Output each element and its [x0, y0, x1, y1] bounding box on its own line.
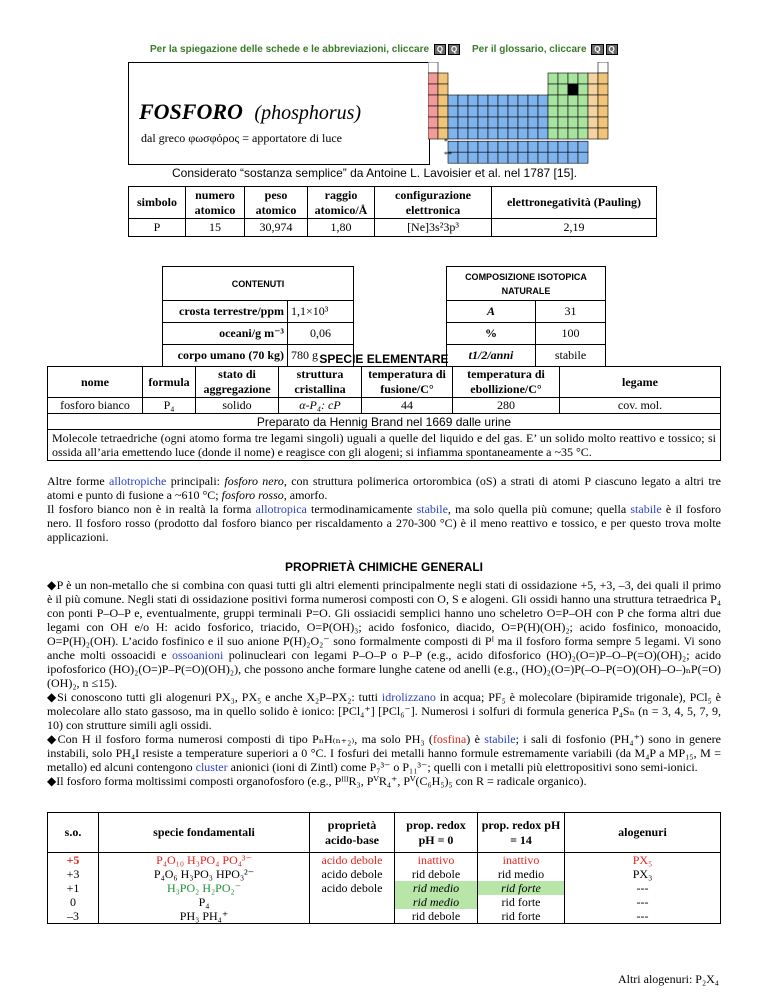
ptable-cell — [428, 62, 438, 73]
ptable-cell — [558, 106, 568, 117]
ptable-cell — [558, 84, 568, 95]
ptable-cell — [528, 117, 538, 128]
ptable-cell — [548, 73, 558, 84]
ptable-cell — [548, 117, 558, 128]
ptable-cell — [588, 84, 598, 95]
species-cell: cov. mol. — [560, 398, 721, 414]
ptable-cell — [498, 95, 508, 106]
glossary-key-button[interactable]: Q — [591, 44, 603, 55]
lavoisier-note: Considerato “sostanza semplice” da Antoine L. Lavoisier et al. nel 1787 [15]. — [172, 166, 577, 180]
ptable-cell — [588, 128, 598, 139]
ptable-cell — [558, 95, 568, 106]
lanthanide-mark: * — [444, 137, 448, 146]
ptable-cell — [518, 117, 528, 128]
ptable-cell — [428, 73, 438, 84]
ox-cell: --- — [565, 881, 721, 895]
ox-cell: rid forte — [478, 895, 565, 909]
ox-cell: 0 — [48, 895, 99, 909]
ptable-cell — [588, 73, 598, 84]
species-cell: solido — [196, 398, 279, 414]
ox-cell: rid debole — [395, 909, 478, 924]
ptable-cell — [488, 141, 498, 152]
isotope-value: stabile — [536, 345, 606, 367]
stable-link[interactable]: stabile — [416, 502, 448, 516]
ox-cell: --- — [565, 909, 721, 924]
ptable-cell — [568, 95, 578, 106]
ptable-cell — [498, 152, 508, 163]
species-header: legame — [560, 367, 721, 398]
ox-cell: rid debole — [395, 867, 478, 881]
ptable-cell — [468, 95, 478, 106]
etymology: dal greco φωσφόρος = apportatore di luce — [141, 131, 343, 145]
ox-cell: rid medio — [478, 867, 565, 881]
ptable-cell — [598, 128, 608, 139]
ptable-cell — [508, 117, 518, 128]
ox-cell: PH₃ PH₄⁺ — [99, 909, 310, 924]
ox-cell: rid medio — [395, 895, 478, 909]
ptable-cell — [468, 128, 478, 139]
ptable-cell — [498, 117, 508, 128]
ptable-cell — [598, 117, 608, 128]
ptable-cell — [448, 117, 458, 128]
ptable-cell — [428, 84, 438, 95]
ox-cell: inattivo — [478, 853, 565, 868]
ox-cell: acido debole — [310, 867, 395, 881]
legend-key-button-2[interactable]: Q — [448, 44, 460, 55]
props-header: peso atomico — [245, 187, 308, 219]
ptable-cell — [468, 141, 478, 152]
ox-cell: –3 — [48, 909, 99, 924]
ptable-cell — [488, 152, 498, 163]
ptable-cell — [558, 141, 568, 152]
ox-cell: +3 — [48, 867, 99, 881]
ox-row — [48, 909, 721, 924]
ptable-cell — [448, 106, 458, 117]
ptable-cell — [458, 117, 468, 128]
species-header: stato di aggregazione — [196, 367, 279, 398]
ptable-cell — [498, 128, 508, 139]
ox-row — [48, 895, 721, 909]
contents-title: CONTENUTI — [163, 267, 354, 301]
ptable-cell — [468, 152, 478, 163]
ox-cell: rid forte — [478, 909, 565, 924]
element-title: FOSFORO (phosphorus) — [139, 99, 362, 124]
allotropic-link[interactable]: allotropica — [255, 502, 307, 516]
ox-cell: PX₃ — [565, 867, 721, 881]
ox-cell: H₃PO₂ H₂PO₂⁻ — [99, 881, 310, 895]
actinide-mark: ** — [444, 150, 452, 159]
ptable-cell — [518, 106, 528, 117]
ptable-cell — [428, 95, 438, 106]
contents-value: 1,1×10³ — [288, 301, 354, 323]
header-box — [128, 62, 430, 165]
species-header: formula — [143, 367, 196, 398]
ptable-cell — [578, 84, 588, 95]
phosphorus-cell — [568, 84, 578, 95]
ptable-cell — [588, 117, 598, 128]
contents-label: corpo umano (70 kg) — [163, 345, 288, 367]
ptable-cell — [488, 128, 498, 139]
ptable-cell — [498, 106, 508, 117]
ptable-cell — [428, 117, 438, 128]
ox-row — [48, 881, 721, 895]
ox-cell: P₄O₁₀ H₃PO₄ PO₄³⁻ — [99, 853, 310, 868]
ptable-cell — [558, 128, 568, 139]
ox-header: prop. redox pH = 14 — [478, 813, 565, 853]
ptable-cell — [548, 141, 558, 152]
ptable-cell — [568, 152, 578, 163]
ptable-cell — [508, 95, 518, 106]
props-value: 15 — [186, 219, 245, 237]
contents-value: 780 g — [288, 345, 354, 367]
isotope-value: 100 — [536, 323, 606, 345]
ox-cell: --- — [565, 895, 721, 909]
species-description: Molecole tetraedriche (ogni atomo forma tre legami singoli) uguali a quelle del liquido e del gas. E’ un solido molto reattivo e tossico; si ossida all’aria emettendo luce (donde il nome) e reagisce con gli alogeni; si infiamma spontaneamente a ~35 °C. — [48, 430, 721, 461]
ptable-cell — [478, 152, 488, 163]
ptable-cell — [588, 95, 598, 106]
ptable-cell — [508, 128, 518, 139]
ptable-cell — [548, 106, 558, 117]
ptable-cell — [478, 95, 488, 106]
ptable-cell — [538, 128, 548, 139]
ptable-cell — [558, 152, 568, 163]
contents-label: crosta terrestre/ppm — [163, 301, 288, 323]
ptable-cell — [528, 106, 538, 117]
species-header: struttura cristallina — [279, 367, 362, 398]
ptable-cell — [528, 95, 538, 106]
ptable-cell — [558, 117, 568, 128]
ox-cell: rid medio — [395, 881, 478, 895]
allotropes-link[interactable]: allotropiche — [109, 474, 167, 488]
ox-header: s.o. — [48, 813, 99, 853]
ptable-cell — [598, 95, 608, 106]
ptable-cell — [458, 128, 468, 139]
ptable-cell — [468, 106, 478, 117]
ptable-cell — [538, 106, 548, 117]
ox-cell: acido debole — [310, 853, 395, 868]
ptable-cell — [568, 106, 578, 117]
ox-cell: acido debole — [310, 881, 395, 895]
ox-cell — [310, 895, 395, 909]
hydrolyze-link[interactable]: idrolizzano — [381, 690, 436, 704]
ptable-cell — [518, 95, 528, 106]
isotopes-title: COMPOSIZIONE ISOTOPICA NATURALE — [447, 267, 606, 301]
species-header: nome — [48, 367, 143, 398]
species-cell: 44 — [362, 398, 453, 414]
species-cell: 280 — [453, 398, 560, 414]
ox-header: proprietà acido-base — [310, 813, 395, 853]
ox-cell: PX₅ — [565, 853, 721, 868]
oxoanions-link[interactable]: ossoanioni — [172, 648, 224, 662]
ox-cell: +5 — [48, 853, 99, 868]
ptable-cell — [508, 141, 518, 152]
species-title: SPECIE ELEMENTARE — [319, 352, 449, 366]
contents-value: 0,06 — [288, 323, 354, 345]
ptable-cell — [548, 152, 558, 163]
ox-cell: rid forte — [478, 881, 565, 895]
ptable-cell — [568, 117, 578, 128]
ptable-cell — [598, 84, 608, 95]
ptable-cell — [578, 128, 588, 139]
ptable-cell — [478, 128, 488, 139]
ptable-cell — [438, 84, 448, 95]
ptable-cell — [558, 73, 568, 84]
ox-cell — [310, 909, 395, 924]
ox-header: alogenuri — [565, 813, 721, 853]
ptable-cell — [438, 106, 448, 117]
ptable-cell — [468, 117, 478, 128]
ptable-cell — [508, 152, 518, 163]
ptable-cell — [578, 106, 588, 117]
ox-cell: P₄ — [99, 895, 310, 909]
ptable-cell — [438, 117, 448, 128]
ox-row — [48, 853, 721, 868]
glossary-link[interactable]: Per il glossario, cliccare Q Q — [472, 44, 618, 55]
species-header: temperatura di fusione/C° — [362, 367, 453, 398]
contents-label: oceani/g m⁻³ — [163, 323, 288, 345]
ptable-cell — [518, 141, 528, 152]
properties-table — [128, 186, 657, 237]
legend-link[interactable]: Per la spiegazione delle schede e le abbreviazioni, cliccare Q Q — [150, 44, 460, 55]
ptable-cell — [578, 141, 588, 152]
ptable-cell — [528, 128, 538, 139]
ptable-cell — [548, 95, 558, 106]
cluster-link[interactable]: cluster — [195, 760, 228, 774]
chem-text: ◆P è un non-metallo che si combina con quasi tutti gli altri elementi principalmente negli stati di ossidazione +5, +3, –3, dei quali il primo è il più comune. Negli stati di ossidazione positivi forma numerosi composti con O, S e alogeni. Gli ossidi hanno una struttura tetraedrica P₄ con ponti P–O–P e, eventualmente, gruppi terminali P=O. Gli ossiacidi semplici hanno uno scheletro O=P–OH con P che forma altri due legami con OH e/o H: acido fosforico, triacido, O=P(OH)₃; acido fosfonico, diacido, O=P(H)(OH)₂; acido fosfinico, monoacido, O=P(H)₂(OH). L’acido fosfinico e il suo anione P(H)₂O₂⁻ sono formalmente composti di Pᴵ ma il fosforo forma sempre 5 legami. Vi sono anche molti ossoacidi e ossoanioni polinucleari con legami P–O–P o P–P (e.g., acido difosforico (HO)₂(O=)P–O–P(=O)(OH)₂; acido ipofosforico (HO)₂(O=)P–P(=O)(OH)₂), che possono anche formare lunghe catene od anelli (e.g., (HO)₂(O=)P(–O–P(=O)(OH)–O–)ₙP(=O)(OH)₂, n ≤15). ◆Si conoscono tutti gli alogenuri PX₃, PX₅ e anche X₂P–PX₂: tutti idrolizzano in acqua; PF₅ è molecolare (bipiramide trigonale), PCl₅ è molecolare allo stato gassoso, ma in quello solido è ionico: [PCl₄⁺] [PCl₆⁻]. Numerosi i solfuri di formula generica P₄Sₙ (n = 3, 4, 5, 7, 9, 10) con strutture simili agli ossidi. ◆Con H il fosforo forma numerosi composti di tipo PₙH₍ₙ₊₂₎, ma solo PH₃ (fosfina) è stabile; i sali di fosfonio (PH₄⁺) sono in genere instabili, solo PH₄I resiste a temperature superiori a 0 °C. I fosfuri dei metalli hanno formule estremamente variabili (da M₄P a MP₁₅, M = metallo) ed alcuni contengono cluster anionici (ioni di Zintl) come P₇³⁻ o P₁₁³⁻; quelli con i metalli più elettropositivi sono semi-ionici. ◆Il fosforo forma moltissimi composti organofosforo (e.g., PᴵᴵᴵR₃, PⱽR₄⁺, Pⱽ(C₆H₅)₅ con R = radicale organico). — [47, 578, 721, 788]
ptable-cell — [458, 141, 468, 152]
ptable-cell — [528, 141, 538, 152]
ptable-cell — [598, 62, 608, 73]
ptable-cell — [528, 152, 538, 163]
ptable-cell — [538, 141, 548, 152]
species-cell: α-P₄: cP — [279, 398, 362, 414]
ox-cell: inattivo — [395, 853, 478, 868]
props-header: raggio atomico/Å — [308, 187, 375, 219]
ptable-cell — [448, 95, 458, 106]
ptable-cell — [478, 117, 488, 128]
ptable-cell — [488, 117, 498, 128]
props-value: P — [129, 219, 186, 237]
glossary-key-button-2[interactable]: Q — [606, 44, 618, 55]
props-value: 30,974 — [245, 219, 308, 237]
ptable-cell — [478, 106, 488, 117]
ptable-cell — [498, 141, 508, 152]
ptable-cell — [598, 106, 608, 117]
ptable-cell — [488, 106, 498, 117]
species-cell: P₄ — [143, 398, 196, 414]
ptable-cell — [448, 128, 458, 139]
chem-title: PROPRIETÀ CHIMICHE GENERALI — [284, 560, 483, 574]
ptable-cell — [438, 95, 448, 106]
ox-cell: +1 — [48, 881, 99, 895]
isotope-label: t1/2/anni — [447, 345, 536, 367]
props-header: numero atomico — [186, 187, 245, 219]
ox-footer: Altri alogenuri: P₂X₄ — [617, 972, 719, 986]
ptable-cell — [538, 152, 548, 163]
ptable-cell — [588, 106, 598, 117]
ptable-cell — [578, 95, 588, 106]
ptable-cell — [518, 152, 528, 163]
props-header: simbolo — [129, 187, 186, 219]
props-header: elettronegatività (Pauling) — [492, 187, 657, 219]
ptable-cell — [458, 152, 468, 163]
ptable-cell — [478, 141, 488, 152]
ptable-cell — [548, 128, 558, 139]
ptable-cell — [428, 128, 438, 139]
species-prepared: Preparato da Hennig Brand nel 1669 dalle urine — [48, 414, 721, 430]
ptable-cell — [488, 95, 498, 106]
legend-key-button[interactable]: Q — [434, 44, 446, 55]
ptable-cell — [438, 73, 448, 84]
allotropes-text: Altre forme allotropiche principali: fosforo nero, con struttura polimerica ortorombica (oS) a strati di atomi P ciascuno legato a altri tre atomi e punto di fusione a ~610 °C; fosforo rosso, amorfo. Il fosforo bianco non è in realtà la forma allotropica termodinamicamente stabile, ma solo quella più comune; quella stabile è il fosforo nero. Il fosforo rosso (prodotto dal fosforo bianco per riscaldamento a 270-300 °C) è il meno reattivo e tossico, e per questo trova molte applicazioni. — [47, 474, 722, 544]
props-header: configurazione elettronica — [375, 187, 492, 219]
ox-header: prop. redox pH = 0 — [395, 813, 478, 853]
ptable-cell — [578, 152, 588, 163]
species-header: temperatura di ebollizione/C° — [453, 367, 560, 398]
ptable-cell — [568, 128, 578, 139]
isotope-label: % — [447, 323, 536, 345]
ptable-cell — [578, 73, 588, 84]
props-value: [Ne]3s²3p³ — [375, 219, 492, 237]
ptable-cell — [568, 141, 578, 152]
species-table — [47, 366, 721, 461]
phosphine-link[interactable]: fosfina — [432, 732, 467, 746]
ox-cell: P₄O₆ H₃PO₃ HPO₃²⁻ — [99, 867, 310, 881]
stable-link-2[interactable]: stabile — [630, 502, 662, 516]
oxidation-table — [47, 812, 721, 924]
species-cell: fosforo bianco — [48, 398, 143, 414]
ptable-cell — [578, 117, 588, 128]
ptable-cell — [538, 95, 548, 106]
isotope-value: 31 — [536, 301, 606, 323]
isotope-label: A — [447, 301, 536, 323]
ptable-cell — [548, 84, 558, 95]
ptable-cell — [598, 73, 608, 84]
stable-link-3[interactable]: stabile — [484, 732, 516, 746]
ptable-cell — [428, 106, 438, 117]
ptable-cell — [458, 95, 468, 106]
ptable-cell — [538, 117, 548, 128]
props-value: 1,80 — [308, 219, 375, 237]
ptable-cell — [458, 106, 468, 117]
periodic-table-graphic — [428, 62, 628, 166]
ox-row — [48, 867, 721, 881]
ptable-cell — [508, 106, 518, 117]
ptable-cell — [518, 128, 528, 139]
props-value: 2,19 — [492, 219, 657, 237]
ox-header: specie fondamentali — [99, 813, 310, 853]
ptable-cell — [568, 73, 578, 84]
